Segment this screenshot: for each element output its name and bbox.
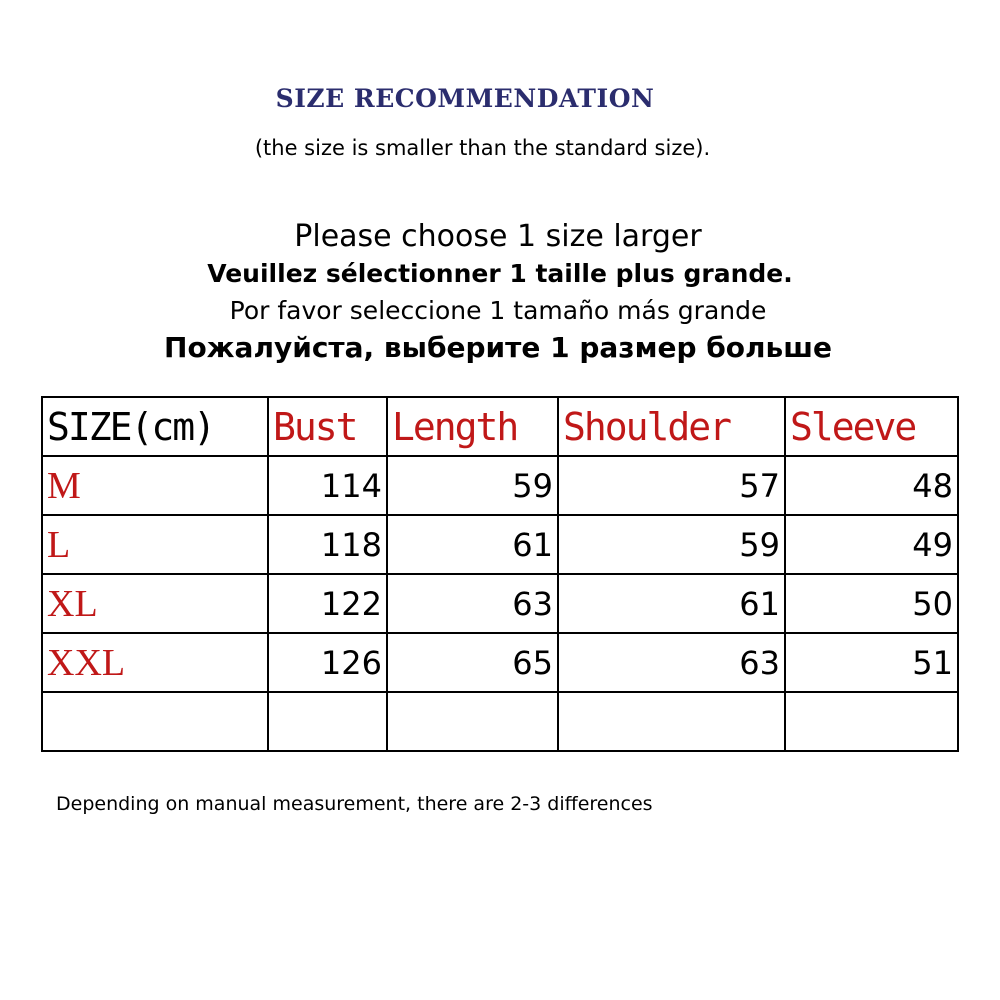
column-header-bust: Bust: [268, 397, 387, 456]
column-header-size: SIZE(cm): [42, 397, 268, 456]
column-header-sleeve: Sleeve: [785, 397, 958, 456]
instruction-spanish: Por favor seleccione 1 tamaño más grande: [229, 296, 767, 325]
instruction-russian: Пожалуйста, выберите 1 размер больше: [164, 331, 832, 364]
bust-value: 118: [268, 515, 387, 574]
table-row: [42, 456, 958, 515]
empty-cell: [387, 692, 558, 751]
size-label: M: [42, 456, 268, 515]
length-value: 63: [387, 574, 558, 633]
table-row: [42, 633, 958, 692]
empty-table-row: [42, 692, 958, 751]
column-header-length: Length: [387, 397, 558, 456]
shoulder-value: 59: [558, 515, 785, 574]
shoulder-value: 61: [558, 574, 785, 633]
empty-cell: [785, 692, 958, 751]
sleeve-value: 51: [785, 633, 958, 692]
empty-cell: [558, 692, 785, 751]
bust-value: 122: [268, 574, 387, 633]
size-label: L: [42, 515, 268, 574]
size-label: XXL: [42, 633, 268, 692]
empty-cell: [268, 692, 387, 751]
length-value: 65: [387, 633, 558, 692]
bust-value: 114: [268, 456, 387, 515]
table-row: [42, 574, 958, 633]
sleeve-value: 49: [785, 515, 958, 574]
instruction-english: Please choose 1 size larger: [294, 219, 702, 254]
empty-cell: [42, 692, 268, 751]
table-header-row: [42, 397, 958, 456]
table-row: [42, 515, 958, 574]
shoulder-value: 57: [558, 456, 785, 515]
length-value: 61: [387, 515, 558, 574]
bust-value: 126: [268, 633, 387, 692]
size-chart-table: [41, 396, 959, 752]
page-title: SIZE RECOMMENDATION: [275, 84, 655, 113]
instruction-french: Veuillez sélectionner 1 taille plus grande.: [207, 259, 793, 288]
size-note: (the size is smaller than the standard size).: [254, 136, 711, 160]
column-header-shoulder: Shoulder: [558, 397, 785, 456]
size-label: XL: [42, 574, 268, 633]
shoulder-value: 63: [558, 633, 785, 692]
measurement-disclaimer: Depending on manual measurement, there are 2-3 differences: [56, 793, 653, 815]
sleeve-value: 48: [785, 456, 958, 515]
sleeve-value: 50: [785, 574, 958, 633]
length-value: 59: [387, 456, 558, 515]
